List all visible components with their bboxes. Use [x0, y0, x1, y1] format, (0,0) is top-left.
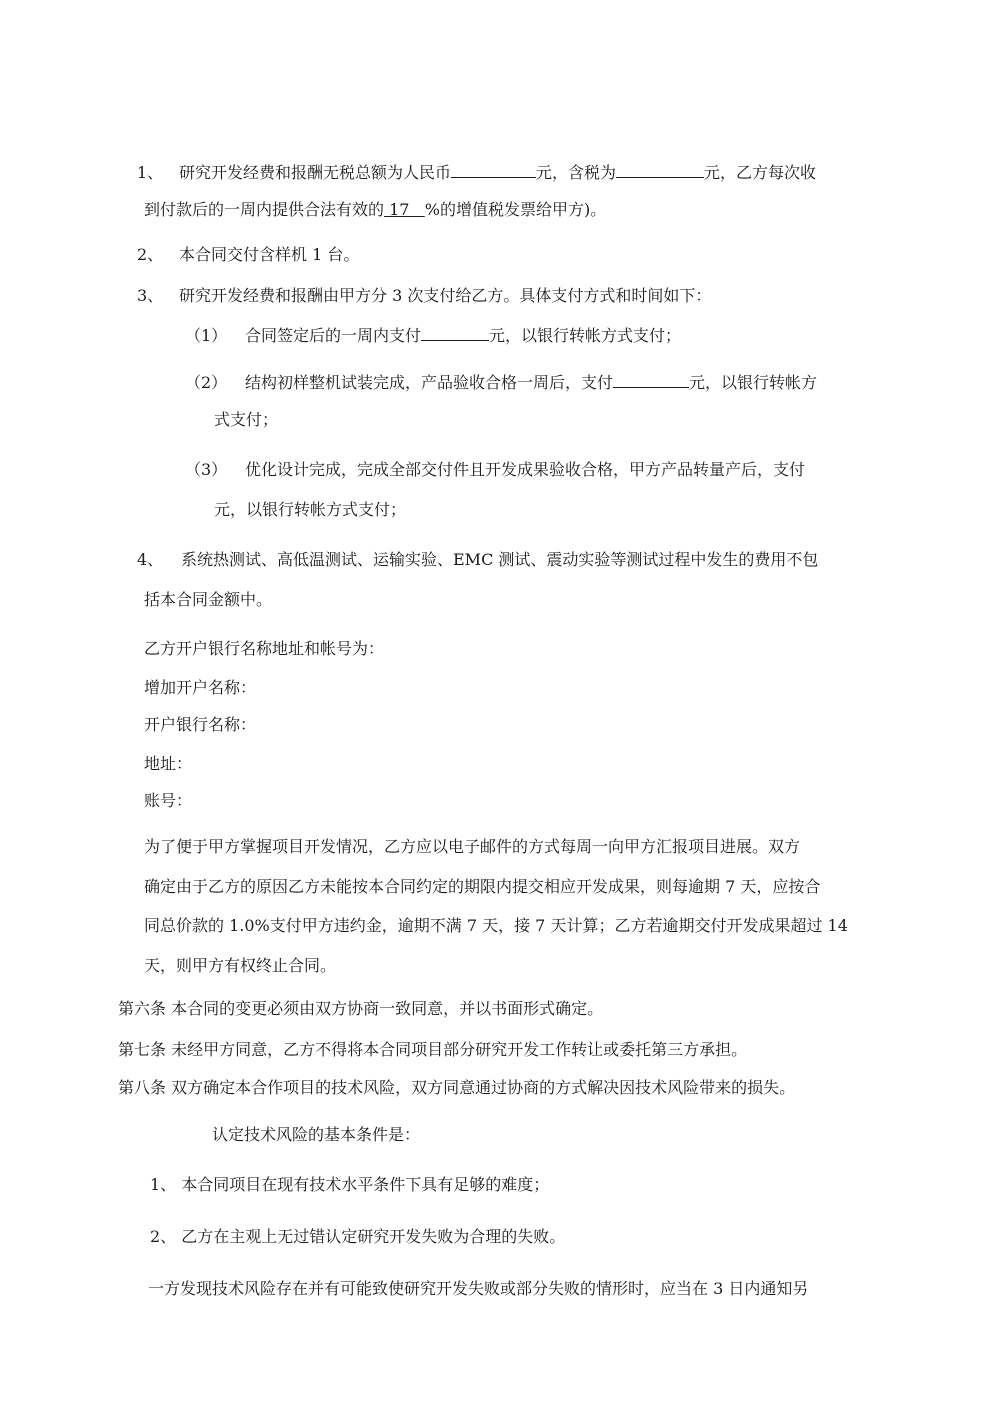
article-6: 第六条 本合同的变更必须由双方协商一致同意，并以书面形式确定。: [118, 999, 604, 1018]
payment-step-2-line-2: 式支付；: [214, 410, 279, 429]
risk-condition-1: 1、 本合同项目在现有技术水平条件下具有足够的难度；: [150, 1175, 550, 1194]
item-1-line-2: 到付款后的一周内提供合法有效的 17 %的增值税发票给甲方)。: [144, 200, 607, 219]
bank-account-number-label: 账号：: [144, 791, 193, 810]
payment-step-1: （1） 合同签定后的一周内支付 元，以银行转帐方式支付；: [185, 323, 681, 347]
risk-notice-paragraph: 一方发现技术风险存在并有可能致使研究开发失败或部分失败的情形时，应当在 3 日内通知另: [148, 1279, 809, 1298]
item-3: 3、 研究开发经费和报酬由甲方分 3 次支付给乙方。具体支付方式和时间如下：: [137, 286, 712, 305]
report-paragraph-line-4: 天，则甲方有权终止合同。: [144, 956, 337, 975]
bank-account-name-label: 增加开户名称：: [144, 678, 257, 697]
risk-intro: 认定技术风险的基本条件是：: [212, 1125, 421, 1144]
item-1-line-1: 1、 研究开发经费和报酬无税总额为人民币 元，含税为 元，乙方每次收: [137, 160, 816, 184]
article-8: 第八条 双方确定本合作项目的技术风险，双方同意通过协商的方式解决因技术风险带来的损失。: [118, 1078, 796, 1097]
report-paragraph-line-3: 同总价款的 1.0%支付甲方违约金，逾期不满 7 天，接 7 天计算；乙方若逾期交付开发成果超过 14: [144, 916, 848, 935]
bank-name-label: 开户银行名称：: [144, 715, 257, 734]
report-paragraph-line-2: 确定由于乙方的原因乙方未能按本合同约定的期限内提交相应开发成果，则每逾期 7 天，应按合: [144, 877, 821, 896]
payment-step-2-line-1: （2） 结构初样整机试装完成，产品验收合格一周后，支付 元，以银行转帐方: [185, 370, 817, 394]
bank-intro: 乙方开户银行名称地址和帐号为：: [144, 639, 385, 658]
report-paragraph-line-1: 为了便于甲方掌握项目开发情况，乙方应以电子邮件的方式每周一向甲方汇报项目进展。双方: [144, 837, 801, 856]
payment-step-3-line-1: （3） 优化设计完成，完成全部交付件且开发成果验收合格，甲方产品转量产后，支付: [185, 460, 806, 479]
item-4-line-1: 4、 系统热测试、高低温测试、运输实验、EMC 测试、震动实验等测试过程中发生的费用不包: [137, 550, 819, 569]
amount-blank: [451, 160, 536, 178]
article-7: 第七条 未经甲方同意，乙方不得将本合同项目部分研究开发工作转让或委托第三方承担。: [118, 1040, 748, 1059]
bank-address-label: 地址：: [144, 754, 193, 773]
amount-blank: [421, 323, 489, 341]
risk-condition-2: 2、 乙方在主观上无过错认定研究开发失败为合理的失败。: [150, 1227, 566, 1246]
item-2: 2、 本合同交付含样机 1 台。: [137, 245, 360, 264]
amount-blank: [613, 370, 689, 388]
payment-step-3-line-2: 元，以银行转帐方式支付；: [214, 500, 407, 519]
item-1-number: 1、: [137, 163, 164, 182]
amount-blank: [616, 160, 704, 178]
tax-rate-value: 17: [389, 200, 410, 219]
item-4-line-2: 括本合同金额中。: [144, 590, 273, 609]
